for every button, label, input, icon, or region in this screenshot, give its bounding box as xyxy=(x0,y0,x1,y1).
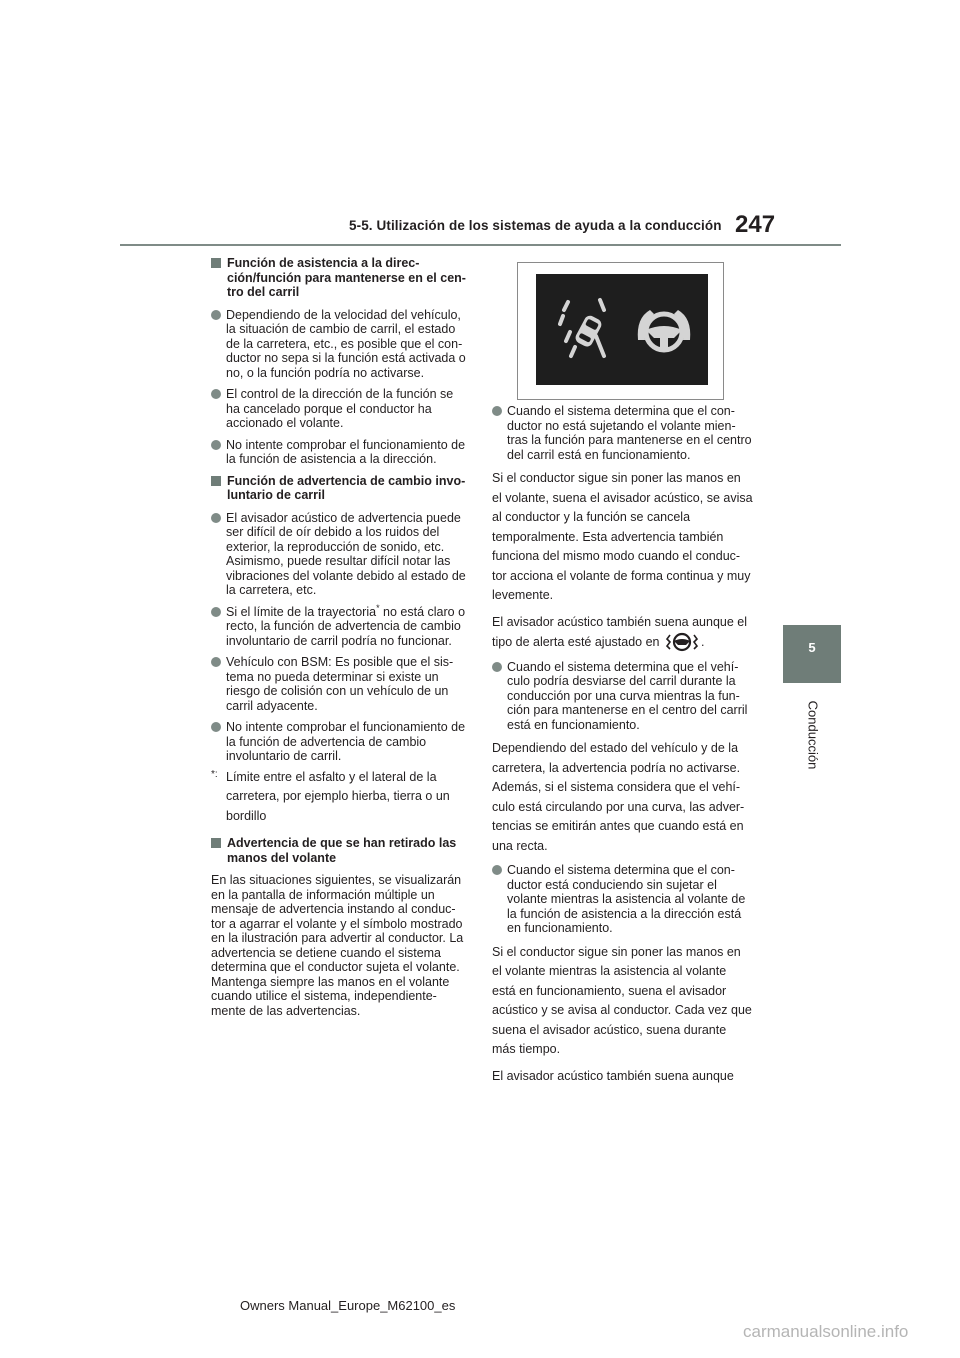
bullet-item xyxy=(211,655,469,713)
bullet-item xyxy=(211,511,469,598)
display-screen xyxy=(536,274,708,385)
heading-text: Función de asistencia a la direc-ción/función para mantenerse en el cen-tro del carril xyxy=(227,256,466,299)
circle-bullet-icon xyxy=(211,722,221,732)
page-number: 247 xyxy=(735,211,776,238)
bullet-text: El avisador acústico de advertencia puede ser difícil de oír debido a los ruidos del exterior, la reproducción de sonido, etc. Asimismo, puede resultar difícil notar las vibraciones del volante debido al estado de la carretera, etc. xyxy=(226,510,466,597)
bullet-text: No intente comprobar el funcionamiento de la función de advertencia de cambio involuntario de carril. xyxy=(226,720,466,763)
bullet-item xyxy=(211,720,469,764)
square-bullet-icon xyxy=(211,258,221,268)
hands-off-steering-wheel-icon xyxy=(634,300,694,360)
header-rule xyxy=(120,244,841,246)
circle-bullet-icon xyxy=(211,440,221,450)
paragraph: Dependiendo del estado del vehículo y de la carretera, la advertencia podría no activarse. Además, si el sistema considera que el vehí-culo está circulando por una curva, las adver-tencias se emitirán antes que cuando está en una recta. xyxy=(492,741,745,853)
footnote-marker: * xyxy=(376,602,380,613)
bullet-item xyxy=(211,602,469,649)
circle-bullet-icon xyxy=(211,513,221,523)
bullet-item xyxy=(211,438,469,467)
paragraph-text: . xyxy=(700,635,705,649)
right-column xyxy=(492,404,753,1093)
bullet-text: No intente comprobar el funcionamiento de la función de asistencia a la dirección. xyxy=(226,437,466,466)
circle-bullet-icon xyxy=(492,865,502,875)
footer-text: Owners Manual_Europe_M62100_es xyxy=(240,1298,456,1313)
section-heading xyxy=(211,836,469,865)
section-heading xyxy=(211,256,469,300)
steering-wheel-vibration-icon xyxy=(665,632,699,652)
square-bullet-icon xyxy=(211,476,221,486)
bullet-text: no está claro o recto, la función de advertencia de cambio involuntario de carril podría no funcionar. xyxy=(226,604,466,648)
heading-text: Advertencia de que se han retirado las manos del volante xyxy=(227,836,457,865)
circle-bullet-icon xyxy=(211,310,221,320)
paragraph-text: El avisador acústico también suena aunque el tipo de alerta esté ajustado en xyxy=(492,614,748,649)
bullet-item xyxy=(492,404,753,462)
chapter-tab-number: 5 xyxy=(808,640,816,655)
lane-departure-icon xyxy=(558,296,614,362)
bullet-text: El control de la dirección de la función se ha cancelado porque el conductor ha accionado el volante. xyxy=(226,387,454,430)
square-bullet-icon xyxy=(211,838,221,848)
bullet-text: Cuando el sistema determina que el con-ductor no está sujetando el volante mien-tras la función para mantenerse en el centro del carril está en funcionamiento. xyxy=(507,404,752,462)
paragraph: Si el conductor sigue sin poner las manos en el volante mientras la asistencia al volante está en funcionamiento, suena el avisador acústico y se avisa al conductor. Cada vez que suena el avisador acústico, suena durante más tiempo. xyxy=(492,944,752,1056)
left-column xyxy=(211,256,469,1025)
circle-bullet-icon xyxy=(211,607,221,617)
circle-bullet-icon xyxy=(492,662,502,672)
bullet-text: Dependiendo de la velocidad del vehículo, la situación de cambio de carril, el estado de la carretera, etc., es posible que el con-ductor no sepa si la función está activada o no, o la función podría no activarse. xyxy=(226,307,466,380)
warning-illustration xyxy=(517,262,724,400)
bullet-item xyxy=(211,387,469,431)
section-heading xyxy=(211,474,469,503)
paragraph xyxy=(492,613,753,653)
bullet-item xyxy=(492,660,753,733)
chapter-label xyxy=(803,690,823,780)
header-section-title: 5-5. Utilización de los sistemas de ayuda a la conducción xyxy=(349,218,722,233)
circle-bullet-icon xyxy=(211,657,221,667)
paragraph: El avisador acústico también suena aunque xyxy=(492,1068,734,1083)
circle-bullet-icon xyxy=(492,406,502,416)
paragraph: Si el conductor sigue sin poner las manos en el volante, suena el avisador acústico, se avisa al conductor y la función se cancela temporalmente. Esta advertencia también funciona del mismo modo cuando el conduc-tor acciona el volante de forma continua y muy levemente. xyxy=(492,471,753,602)
footnote-mark: *: xyxy=(211,768,218,780)
bullet-text: Cuando el sistema determina que el con-ductor está conduciendo sin sujetar el volante mientras la asistencia al volante de la función de asistencia a la dirección está en funcionamiento. xyxy=(507,863,746,935)
footnote-text: Límite entre el asfalto y el lateral de la carretera, por ejemplo hierba, tierra o un bordillo xyxy=(226,769,450,823)
paragraph: En las situaciones siguientes, se visualizarán en la pantalla de información múltiple un mensaje de advertencia instando al conduc-tor a agarrar el volante y el símbolo mostrado en la ilustración para advertir al conductor. La advertencia se detiene cuando el sistema determina que el conductor sujeta el volante. Mantenga siempre las manos en el volante cuando utilice el sistema, independiente-mente de las advertencias. xyxy=(211,873,464,1018)
heading-text: Función de advertencia de cambio invo-luntario de carril xyxy=(227,473,466,502)
bullet-text: Si el límite de la trayectoria xyxy=(226,604,377,619)
watermark: carmanualsonline.info xyxy=(743,1322,909,1341)
bullet-item xyxy=(211,308,469,381)
chapter-label-text: Conducción xyxy=(805,700,821,770)
footnote xyxy=(211,768,469,827)
bullet-item xyxy=(492,863,753,936)
bullet-text: Vehículo con BSM: Es posible que el sis-tema no pueda determinar si existe un riesgo de colisión con un vehículo de un carril adyacente. xyxy=(226,655,454,713)
bullet-text: Cuando el sistema determina que el vehí-culo podría desviarse del carril durante la conducción por una curva mientras la fun-ción para mantenerse en el centro del carril está en funcionamiento. xyxy=(507,659,748,732)
circle-bullet-icon xyxy=(211,389,221,399)
